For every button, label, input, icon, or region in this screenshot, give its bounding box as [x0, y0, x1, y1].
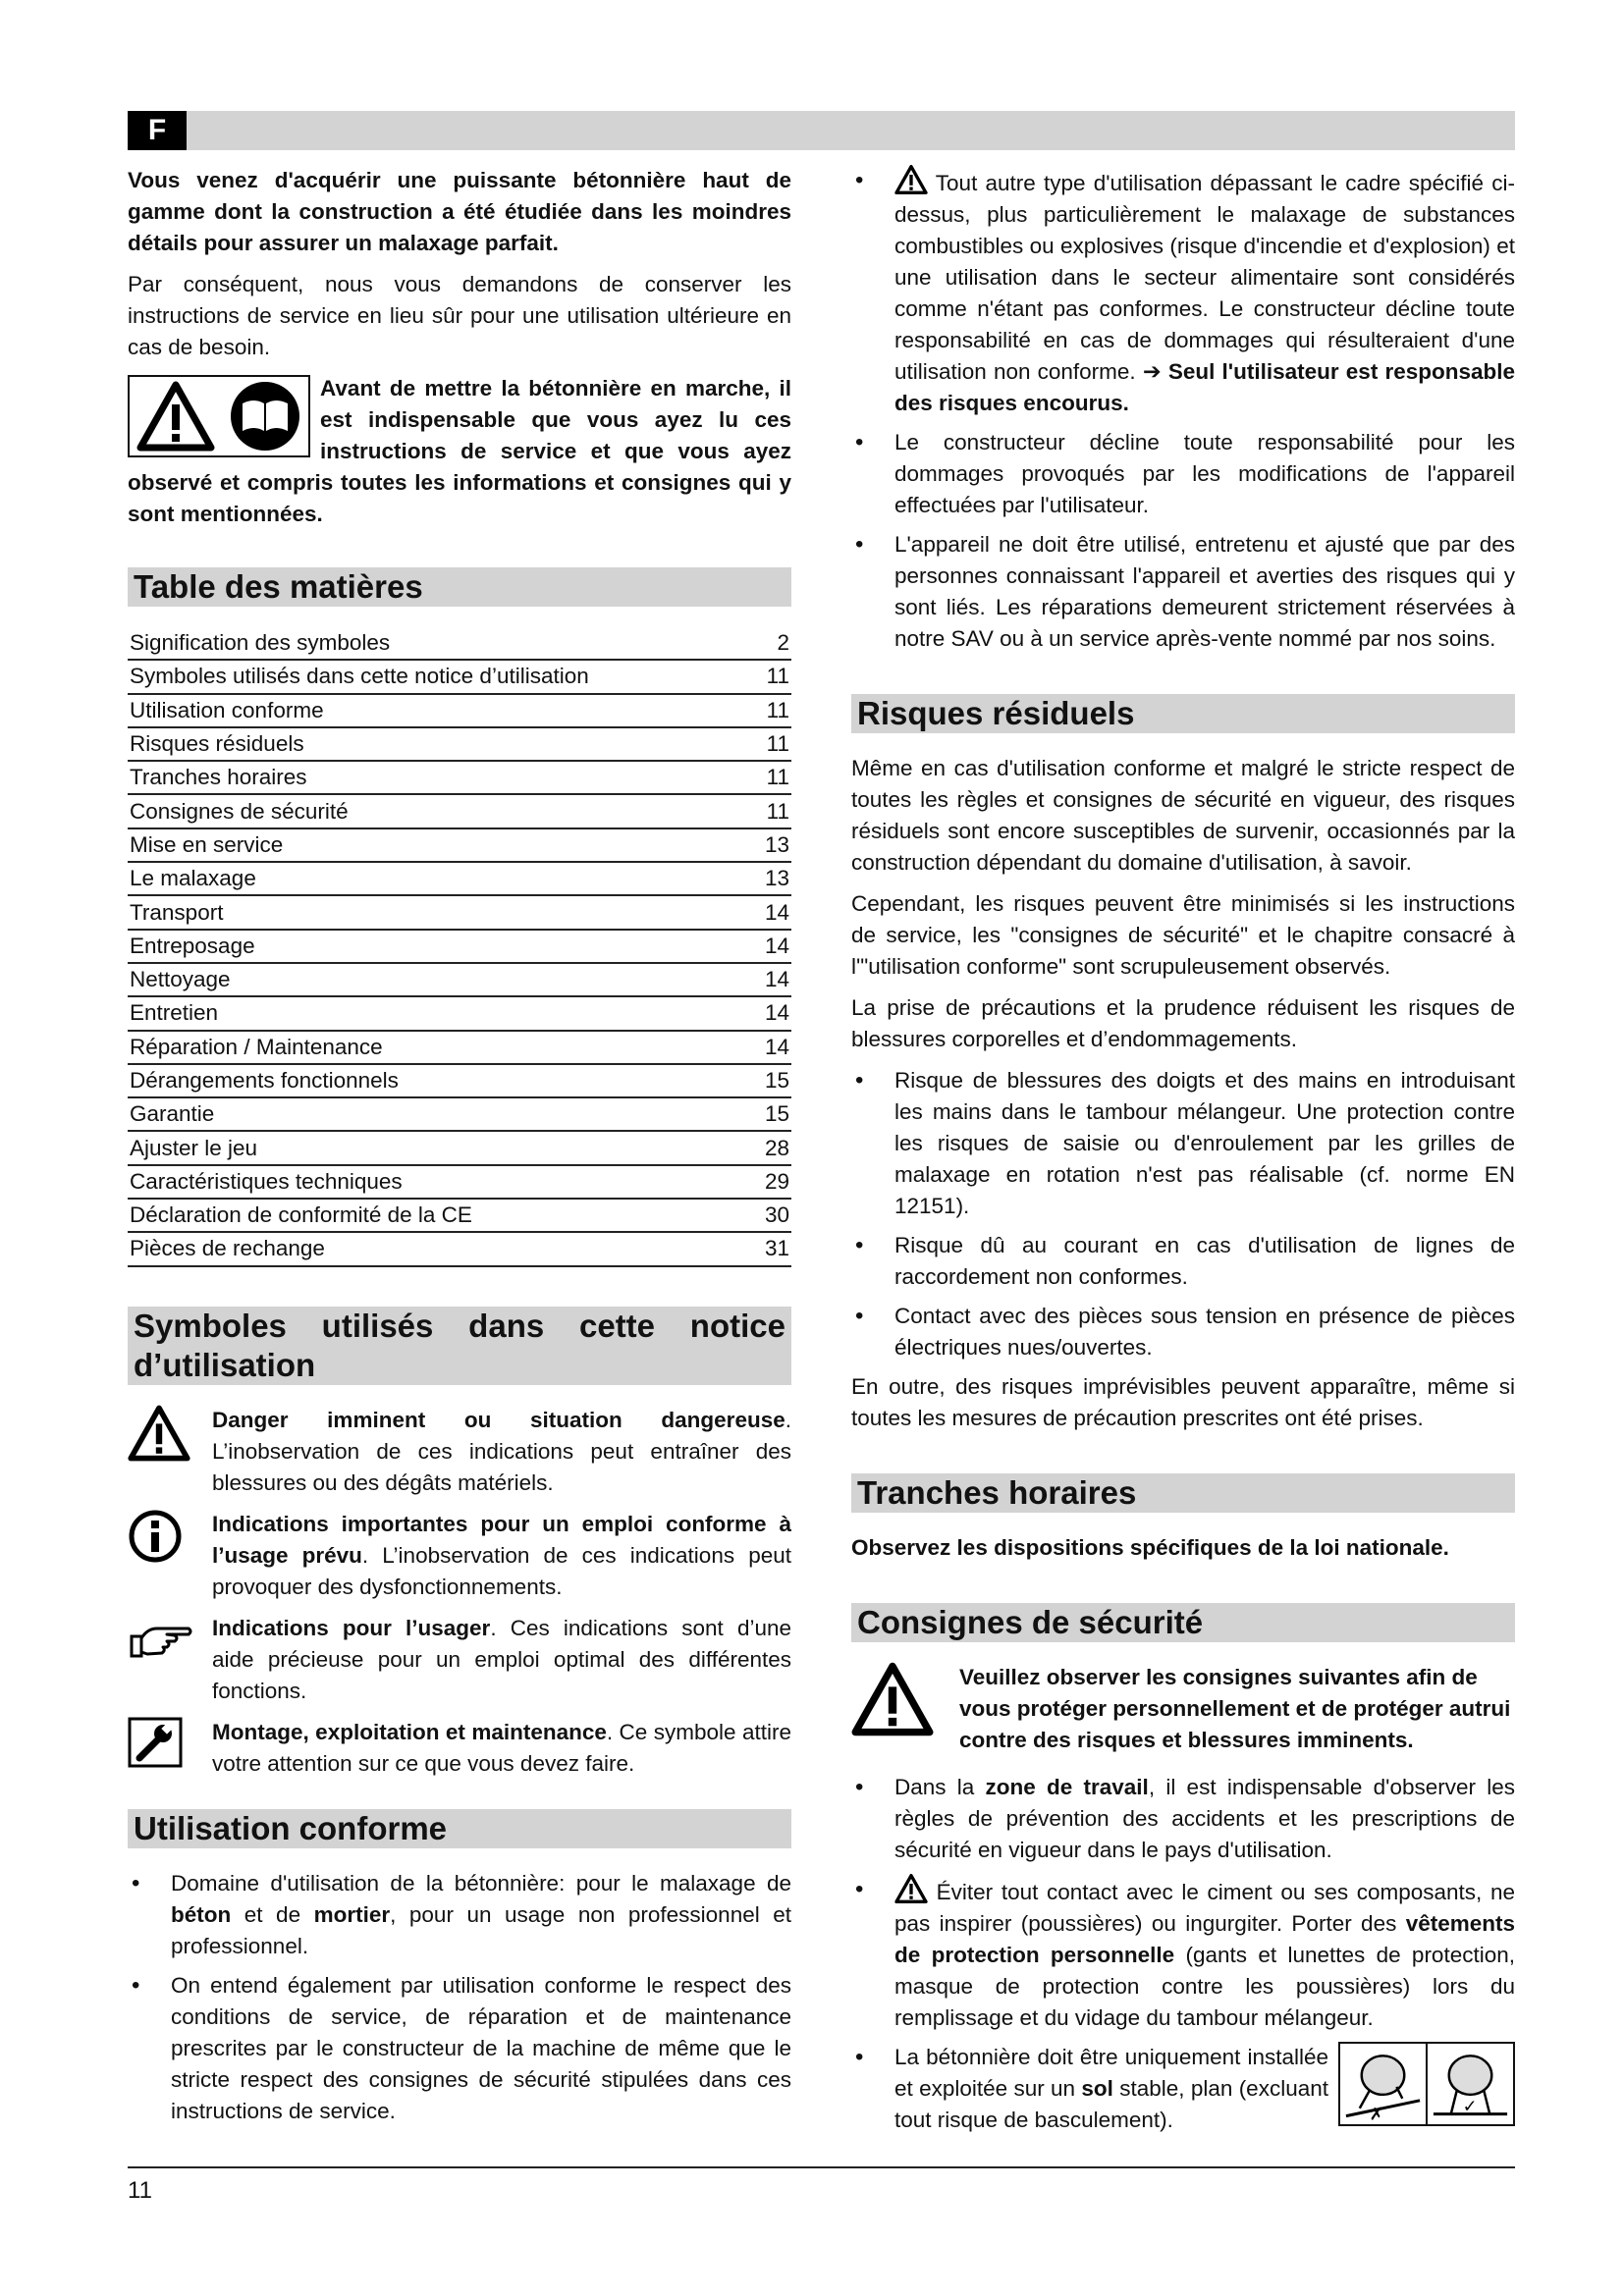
utilisation-item-3: • Tout autre type d'utilisation dépassant le cadre spécifié ci-dessus, plus particulièrement le malaxage de substances combustibles ou explosives (risque d'incendie et d'explosion) et une utilisation dans le secteur alimentaire sont considérés comme n'étant pas conformes. Le constructeur décline toute responsabilité en cas de dommages qui résulteraient d'une utilisation non conforme. ➔ Seul l'utilisateur est responsable des risques encourus.	[851, 165, 1515, 419]
toc-row-page: 11	[732, 727, 791, 761]
utilisation-item-5: • L'appareil ne doit être utilisé, entretenu et ajusté que par des personnes connaissant l'appareil et averties des risques qui y sont liés. Les réparations demeurent strictement réservées à notre SAV ou à un service après-vente nommé par nos soins.	[851, 529, 1515, 655]
symbol-maintenance	[128, 1717, 791, 1780]
toc-row	[128, 660, 791, 693]
toc-row	[128, 1064, 791, 1097]
read-manual-icon	[229, 380, 301, 453]
toc-row-page: 2	[732, 626, 791, 660]
warning-triangle-icon	[128, 1405, 190, 1462]
toc-row-page: 31	[732, 1232, 791, 1265]
toc-row	[128, 930, 791, 963]
warning-triangle-icon	[136, 381, 215, 452]
toc-row-label: Mise en service	[128, 828, 732, 862]
toc-row-label: Entreposage	[128, 930, 732, 963]
symbol-maintenance-title: Montage, exploitation et maintenance	[212, 1719, 607, 1744]
securite-item-3: • La bétonnière doit être uniquement installée et exploitée sur un sol stable, plan (excluant tout risque de basculement). ✗ ✓	[851, 2042, 1515, 2136]
toc-row	[128, 963, 791, 996]
symbol-info-title: Indications importantes pour un emploi conforme à l’usage prévu	[212, 1511, 791, 1568]
risques-item-1: • Risque de blessures des doigts et des mains en introduisant les mains dans le tambour mélangeur. Une protection contre les risques de saisie ou d'enroulement par les grilles de malaxage en rotation n'est pas réalisable (cf. norme EN 12151).	[851, 1065, 1515, 1222]
toc-row-label: Ajuster le jeu	[128, 1131, 732, 1164]
toc-row-label: Symboles utilisés dans cette notice d’utilisation	[128, 660, 732, 693]
toc-row-label: Nettoyage	[128, 963, 732, 996]
wrench-icon	[128, 1717, 183, 1768]
intro-paragraph: Par conséquent, nous vous demandons de conserver les instructions de service en lieu sûr pour une utilisation ultérieure en cas de besoin.	[128, 272, 791, 359]
toc-row-label: Risques résiduels	[128, 727, 732, 761]
tranches-title: Tranches horaires	[851, 1473, 1515, 1513]
securite-warning-text: Veuillez observer les consignes suivantes afin de vous protéger personnellement et de protéger autrui contre des risques et blessures imminents.	[959, 1665, 1511, 1752]
header-bar	[128, 111, 1515, 150]
toc-row-page: 14	[732, 895, 791, 929]
left-column	[128, 165, 791, 2135]
tranches-text: Observez les dispositions spécifiques de la loi nationale.	[851, 1535, 1449, 1560]
pointing-hand-icon	[128, 1619, 196, 1662]
toc-row-label: Tranches horaires	[128, 761, 732, 794]
utilisation-item-1: • Domaine d'utilisation de la bétonnière: pour le malaxage de béton et de mortier, pour un usage non professionnel et professionnel.	[128, 1868, 791, 1962]
toc-title: Table des matières	[128, 567, 791, 607]
symbol-info-text: . L’inobservation de ces indications peut provoquer des dysfonctionnements.	[212, 1542, 791, 1599]
toc-row-page: 15	[732, 1097, 791, 1131]
toc-table	[128, 626, 791, 1267]
securite-list	[851, 1772, 1515, 2136]
symbol-user-text: . Ces indications sont d’une aide précieuse pour un emploi optimal des différentes fonctions.	[212, 1615, 791, 1703]
warning-triangle-icon	[894, 1874, 928, 1903]
securite-item-2: • Éviter tout contact avec le ciment ou ses composants, ne pas inspirer (poussières) ou ingurgiter. Porter des vêtements de protection personnelle (gants et lunettes de protection, masque de protection contre les poussières) lors du remplissage et du vidage du tambour mélangeur.	[851, 1874, 1515, 2034]
toc-row-label: Pièces de rechange	[128, 1232, 732, 1265]
utilisation-list	[128, 1868, 791, 2127]
risques-p1: Même en cas d'utilisation conforme et malgré le stricte respect de toutes les règles et consignes de sécurité en vigueur, des risques résiduels sont encore susceptibles de survenir, occasionnés par la construction dépendant du domaine d'utilisation, à savoir.	[851, 756, 1515, 875]
symbol-info	[128, 1509, 791, 1603]
toc-row-label: Garantie	[128, 1097, 732, 1131]
ground-illustration	[1338, 2042, 1515, 2126]
warning-triangle-icon	[894, 165, 928, 194]
toc-row-label: Transport	[128, 895, 732, 929]
language-badge: F	[128, 111, 187, 150]
right-column	[851, 165, 1515, 2144]
risques-item-3: • Contact avec des pièces sous tension en présence de pièces électriques nues/ouvertes.	[851, 1301, 1515, 1363]
toc-row-label: Consignes de sécurité	[128, 794, 732, 828]
mixer-flat-ground-icon	[1428, 2044, 1513, 2124]
symbols-title: Symboles utilisés dans cette notice d’utilisation	[128, 1307, 791, 1385]
symbol-user	[128, 1613, 791, 1707]
risques-p4: En outre, des risques imprévisibles peuvent apparaître, même si toutes les mesures de précaution prescrites ont été prises.	[851, 1374, 1515, 1430]
toc-row-page: 11	[732, 794, 791, 828]
toc-row	[128, 996, 791, 1030]
toc-row-label: Dérangements fonctionnels	[128, 1064, 732, 1097]
toc-row	[128, 1232, 791, 1265]
toc-row	[128, 694, 791, 727]
toc-row	[128, 626, 791, 660]
toc-row-page: 11	[732, 660, 791, 693]
toc-row-label: Utilisation conforme	[128, 694, 732, 727]
symbol-danger	[128, 1405, 791, 1499]
utilisation-title: Utilisation conforme	[128, 1809, 791, 1848]
toc-row-label: Réparation / Maintenance	[128, 1031, 732, 1064]
intro-bold: Vous venez d'acquérir une puissante bétonnière haut de gamme dont la construction a été étudiée dans les moindres détails pour assurer un malaxage parfait.	[128, 168, 791, 255]
toc-row	[128, 727, 791, 761]
toc-row	[128, 794, 791, 828]
svg-text:✓: ✓	[1462, 2096, 1478, 2117]
toc-row-page: 29	[732, 1165, 791, 1199]
toc-row-label: Caractéristiques techniques	[128, 1165, 732, 1199]
securite-item-1: • Dans la zone de travail, il est indispensable d'observer les règles de prévention des accidents et les prescriptions de sécurité en vigueur dans le pays d'utilisation.	[851, 1772, 1515, 1866]
risques-item-2: • Risque dû au courant en cas d'utilisation de lignes de raccordement non conformes.	[851, 1230, 1515, 1293]
toc-row-page: 11	[732, 761, 791, 794]
toc-row-page: 13	[732, 862, 791, 895]
utilisation-item-2: • On entend également par utilisation conforme le respect des conditions de service, de réparation et de maintenance prescrites par le constructeur de la machine de même que le stricte respect des consignes de sécurité stipulées dans ces instructions de service.	[128, 1970, 791, 2127]
toc-row-page: 14	[732, 996, 791, 1030]
risques-title: Risques résiduels	[851, 694, 1515, 733]
toc-row	[128, 1097, 791, 1131]
toc-row	[128, 1165, 791, 1199]
symbols-list	[128, 1405, 791, 1780]
toc-row-label: Le malaxage	[128, 862, 732, 895]
symbol-danger-text: . L’inobservation de ces indications peut entraîner des blessures ou des dégâts matériels.	[212, 1407, 791, 1495]
page-number: 11	[128, 2177, 152, 2204]
toc-row-label: Signification des symboles	[128, 626, 732, 660]
utilisation-item-4: • Le constructeur décline toute responsabilité pour les dommages provoqués par les modifications de l'appareil effectuées par l'utilisateur.	[851, 427, 1515, 521]
toc-row-page: 14	[732, 1031, 791, 1064]
toc-row	[128, 862, 791, 895]
toc-row	[128, 828, 791, 862]
toc-row	[128, 761, 791, 794]
info-circle-icon	[128, 1509, 183, 1564]
footer-rule	[128, 2166, 1515, 2168]
warning-pictograms	[128, 375, 310, 457]
toc-row	[128, 1031, 791, 1064]
symbol-danger-title: Danger imminent ou situation dangereuse	[212, 1407, 785, 1432]
intro-warning	[128, 373, 791, 530]
svg-text:✗: ✗	[1369, 2104, 1384, 2124]
symbol-maintenance-text: . Ce symbole attire votre attention sur ce que vous devez faire.	[212, 1719, 791, 1776]
symbol-user-title: Indications pour l’usager	[212, 1615, 491, 1640]
toc-row	[128, 895, 791, 929]
toc-row-page: 13	[732, 828, 791, 862]
risques-list	[851, 1065, 1515, 1363]
toc-row-page: 14	[732, 930, 791, 963]
toc-row-page: 14	[732, 963, 791, 996]
risques-p2: Cependant, les risques peuvent être minimisés si les instructions de service, les "consignes de sécurité" et le chapitre consacré à l'"utilisation conforme" sont scrupuleusement observés.	[851, 891, 1515, 979]
toc-row-page: 11	[732, 694, 791, 727]
warning-triangle-icon	[851, 1662, 934, 1736]
mixer-uneven-ground-icon	[1340, 2044, 1426, 2124]
toc-row	[128, 1131, 791, 1164]
securite-warning	[851, 1662, 1515, 1756]
risques-p3: La prise de précautions et la prudence réduisent les risques de blessures corporelles et d’endommagements.	[851, 995, 1515, 1051]
toc-row	[128, 1199, 791, 1232]
toc-row-label: Déclaration de conformité de la CE	[128, 1199, 732, 1232]
securite-title: Consignes de sécurité	[851, 1603, 1515, 1642]
toc-row-label: Entretien	[128, 996, 732, 1030]
intro-warning-text: Avant de mettre la bétonnière en marche, il est indispensable que vous ayez lu ces instructions de service et que vous ayez observé et compris toutes les informations et consignes qui y sont mentionnées.	[128, 376, 791, 526]
toc-row-page: 15	[732, 1064, 791, 1097]
toc-row-page: 28	[732, 1131, 791, 1164]
toc-row-page: 30	[732, 1199, 791, 1232]
utilisation-list-continued	[851, 165, 1515, 655]
